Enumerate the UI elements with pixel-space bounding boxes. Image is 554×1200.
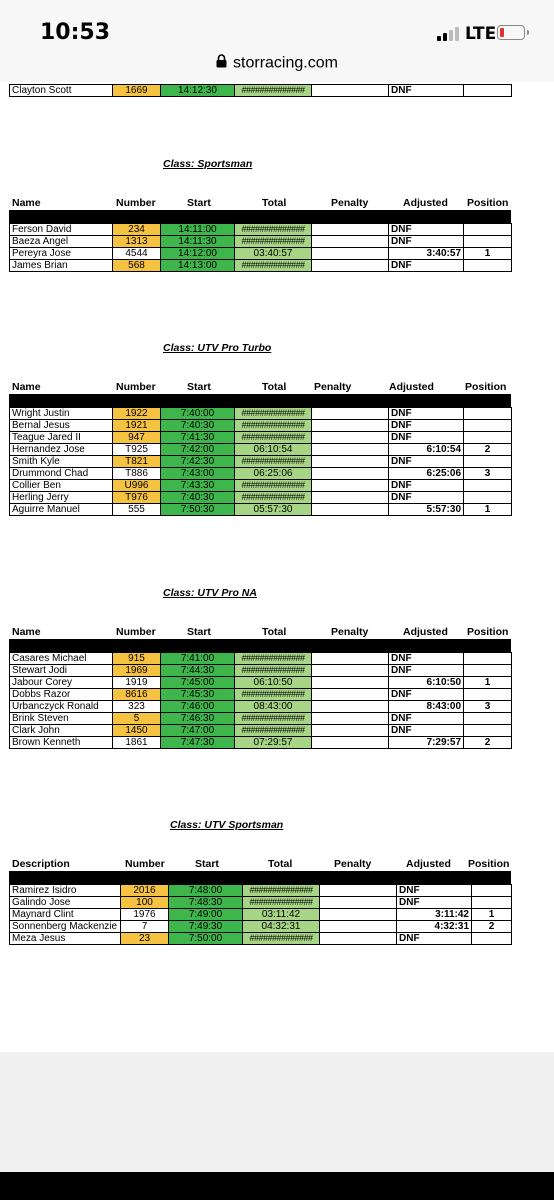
cell-number: 100 xyxy=(121,897,169,909)
cell-number: 23 xyxy=(121,933,169,945)
cell-adjusted: 4:32:31 xyxy=(397,921,472,933)
cell-position xyxy=(464,224,512,236)
cell-start: 7:45:30 xyxy=(161,689,235,701)
cell-start: 7:49:00 xyxy=(169,909,243,921)
cell-position: 3 xyxy=(464,468,512,480)
cell-total: ############## xyxy=(235,408,312,420)
cell-number: 1861 xyxy=(113,737,161,749)
battery-icon xyxy=(497,25,525,40)
cell-number: T821 xyxy=(113,456,161,468)
cell-number: 915 xyxy=(113,653,161,665)
cell-start: 14:12:00 xyxy=(161,248,235,260)
cell-name: Hernandez Jose xyxy=(10,444,113,456)
cell-total: 05:57:30 xyxy=(235,504,312,516)
table-row xyxy=(10,492,512,504)
cell-number: 1921 xyxy=(113,420,161,432)
col-name: Name xyxy=(12,626,41,638)
cell-number: 234 xyxy=(113,224,161,236)
cell-start: 14:13:00 xyxy=(161,260,235,272)
cell-position xyxy=(464,689,512,701)
cell-penalty xyxy=(320,897,397,909)
cell-name: Pereyra Jose xyxy=(10,248,113,260)
col-start: Start xyxy=(187,197,211,209)
results-table-sportsman xyxy=(9,223,512,272)
cell-penalty xyxy=(320,885,397,897)
cell-number: 568 xyxy=(113,260,161,272)
results-table-fragment xyxy=(9,84,512,97)
cell-number: 323 xyxy=(113,701,161,713)
cell-name: Drummond Chad xyxy=(10,468,113,480)
col-name: Name xyxy=(12,381,41,393)
cell-name: Maynard Clint xyxy=(10,909,121,921)
results-table-utv-sportsman xyxy=(9,884,512,945)
cell-name: Ramirez Isidro xyxy=(10,885,121,897)
table-row xyxy=(10,689,512,701)
cell-number: 1450 xyxy=(113,725,161,737)
cell-adjusted: 6:10:54 xyxy=(389,444,464,456)
cell-total: ############## xyxy=(235,653,312,665)
cell-penalty xyxy=(312,224,389,236)
cell-penalty xyxy=(312,432,389,444)
cell-number: 1969 xyxy=(113,665,161,677)
header-divider xyxy=(9,394,511,408)
table-row xyxy=(10,921,512,933)
cell-start: 14:11:30 xyxy=(161,236,235,248)
cell-total: ############## xyxy=(243,933,320,945)
col-number: Number xyxy=(116,626,156,638)
cell-adjusted: DNF xyxy=(389,713,464,725)
cell-total: ############## xyxy=(235,713,312,725)
cell-number: U996 xyxy=(113,480,161,492)
cell-total: ############## xyxy=(235,420,312,432)
table-row xyxy=(10,504,512,516)
cell-start: 7:50:00 xyxy=(169,933,243,945)
cell-adjusted: DNF xyxy=(389,85,464,97)
col-adjusted: Adjusted xyxy=(403,626,448,638)
cell-total: 06:25:06 xyxy=(235,468,312,480)
cell-number: 7 xyxy=(121,921,169,933)
cell-position xyxy=(464,456,512,468)
cell-start: 7:42:30 xyxy=(161,456,235,468)
home-indicator-bar xyxy=(0,1172,554,1200)
cell-position: 1 xyxy=(464,677,512,689)
cell-total: 06:10:50 xyxy=(235,677,312,689)
status-bar xyxy=(0,0,554,82)
header-divider xyxy=(9,210,511,224)
cell-start: 14:12:30 xyxy=(161,85,235,97)
cell-position: 2 xyxy=(464,737,512,749)
status-time: 10:53 xyxy=(40,20,111,45)
cell-total: 03:40:57 xyxy=(235,248,312,260)
cell-number: T976 xyxy=(113,492,161,504)
page-bottom xyxy=(0,1052,554,1172)
cell-name: Dobbs Razor xyxy=(10,689,113,701)
col-penalty: Penalty xyxy=(314,381,352,393)
cell-start: 7:42:00 xyxy=(161,444,235,456)
table-row xyxy=(10,420,512,432)
cell-position xyxy=(464,260,512,272)
cell-name: Clark John xyxy=(10,725,113,737)
cell-number: 8616 xyxy=(113,689,161,701)
cell-number: 1669 xyxy=(113,85,161,97)
cell-adjusted: DNF xyxy=(389,689,464,701)
table-row xyxy=(10,408,512,420)
col-total: Total xyxy=(262,626,287,638)
cell-penalty xyxy=(320,921,397,933)
results-document xyxy=(0,82,554,1052)
table-row xyxy=(10,444,512,456)
table-row xyxy=(10,432,512,444)
table-header xyxy=(9,197,511,209)
cell-start: 7:46:00 xyxy=(161,701,235,713)
cell-position xyxy=(472,897,512,909)
table-row xyxy=(10,677,512,689)
col-number: Number xyxy=(116,197,156,209)
cell-adjusted: DNF xyxy=(389,653,464,665)
cell-total: 07:29:57 xyxy=(235,737,312,749)
table-row xyxy=(10,224,512,236)
cell-adjusted: DNF xyxy=(397,933,472,945)
col-total: Total xyxy=(262,381,287,393)
lock-icon xyxy=(216,54,227,73)
cell-total: ############## xyxy=(243,885,320,897)
cell-name: Sonnenberg Mackenzie xyxy=(10,921,121,933)
cell-adjusted: 6:25:06 xyxy=(389,468,464,480)
cell-total: ############## xyxy=(235,432,312,444)
col-start: Start xyxy=(187,381,211,393)
results-table-utv-pro-na xyxy=(9,652,512,749)
cell-total: ############## xyxy=(235,665,312,677)
cell-number: 5 xyxy=(113,713,161,725)
cell-total: ############## xyxy=(235,492,312,504)
cell-start: 7:43:00 xyxy=(161,468,235,480)
cell-adjusted: DNF xyxy=(389,665,464,677)
cell-adjusted: 5:57:30 xyxy=(389,504,464,516)
cell-total: 06:10:54 xyxy=(235,444,312,456)
network-label: LTE xyxy=(465,24,497,44)
cell-position xyxy=(472,933,512,945)
cell-position: 2 xyxy=(464,444,512,456)
cell-start: 7:40:30 xyxy=(161,492,235,504)
cell-adjusted: DNF xyxy=(389,480,464,492)
col-adjusted: Adjusted xyxy=(406,858,451,870)
cell-position xyxy=(464,665,512,677)
cell-position xyxy=(464,480,512,492)
cell-penalty xyxy=(312,260,389,272)
cell-position: 2 xyxy=(472,921,512,933)
cell-penalty xyxy=(312,85,389,97)
cell-adjusted: DNF xyxy=(389,432,464,444)
url-text: storracing.com xyxy=(233,54,338,72)
cell-penalty xyxy=(312,480,389,492)
cell-penalty xyxy=(312,444,389,456)
cell-position xyxy=(464,85,512,97)
address-bar[interactable] xyxy=(0,54,554,73)
table-row xyxy=(10,933,512,945)
table-row xyxy=(10,468,512,480)
cell-adjusted: 8:43:00 xyxy=(389,701,464,713)
cell-penalty xyxy=(312,468,389,480)
cell-total: ############## xyxy=(235,236,312,248)
table-row xyxy=(10,909,512,921)
col-position: Position xyxy=(468,858,510,870)
col-total: Total xyxy=(262,197,287,209)
cell-name: Ferson David xyxy=(10,224,113,236)
cell-adjusted: DNF xyxy=(389,408,464,420)
col-number: Number xyxy=(116,381,156,393)
cell-adjusted: DNF xyxy=(389,224,464,236)
cell-adjusted: DNF xyxy=(397,885,472,897)
cell-position: 1 xyxy=(464,248,512,260)
cell-penalty xyxy=(312,737,389,749)
col-position: Position xyxy=(465,381,507,393)
cell-total: ############## xyxy=(243,897,320,909)
cell-penalty xyxy=(312,456,389,468)
cell-penalty xyxy=(312,701,389,713)
cell-start: 7:47:30 xyxy=(161,737,235,749)
cell-total: ############## xyxy=(235,725,312,737)
col-description: Description xyxy=(12,858,70,870)
cell-name: Baeza Angel xyxy=(10,236,113,248)
col-penalty: Penalty xyxy=(331,197,369,209)
cell-start: 7:46:30 xyxy=(161,713,235,725)
cell-name: Smith Kyle xyxy=(10,456,113,468)
col-penalty: Penalty xyxy=(331,626,369,638)
cell-adjusted: 6:10:50 xyxy=(389,677,464,689)
cell-name: James Brian xyxy=(10,260,113,272)
cell-total: ############## xyxy=(235,85,312,97)
cell-adjusted: DNF xyxy=(389,725,464,737)
col-number: Number xyxy=(125,858,165,870)
cell-name: Galindo Jose xyxy=(10,897,121,909)
cell-adjusted: DNF xyxy=(397,897,472,909)
cell-position xyxy=(464,432,512,444)
cell-position xyxy=(472,885,512,897)
cell-penalty xyxy=(312,677,389,689)
table-header xyxy=(9,626,511,638)
table-row xyxy=(10,885,512,897)
header-divider xyxy=(9,639,511,653)
cell-adjusted: DNF xyxy=(389,260,464,272)
cell-position: 1 xyxy=(464,504,512,516)
table-row xyxy=(10,737,512,749)
cell-name: Wright Justin xyxy=(10,408,113,420)
table-row xyxy=(10,701,512,713)
table-row xyxy=(10,480,512,492)
col-total: Total xyxy=(268,858,293,870)
cell-penalty xyxy=(312,713,389,725)
cell-penalty xyxy=(312,689,389,701)
cell-name: Collier Ben xyxy=(10,480,113,492)
col-penalty: Penalty xyxy=(334,858,372,870)
cell-penalty xyxy=(312,504,389,516)
cell-penalty xyxy=(312,665,389,677)
table-row xyxy=(10,897,512,909)
cell-number: T925 xyxy=(113,444,161,456)
header-divider xyxy=(9,871,511,885)
cell-position xyxy=(464,713,512,725)
cell-penalty xyxy=(312,236,389,248)
cell-total: 08:43:00 xyxy=(235,701,312,713)
col-start: Start xyxy=(187,626,211,638)
results-table-utv-pro-turbo xyxy=(9,407,512,516)
cell-name: Stewart Jodi xyxy=(10,665,113,677)
cell-adjusted: DNF xyxy=(389,492,464,504)
cell-number: 555 xyxy=(113,504,161,516)
cell-adjusted: DNF xyxy=(389,456,464,468)
table-row xyxy=(10,725,512,737)
col-position: Position xyxy=(467,197,509,209)
col-start: Start xyxy=(195,858,219,870)
cell-total: 03:11:42 xyxy=(243,909,320,921)
section-title: Class: UTV Pro NA xyxy=(163,587,257,599)
cell-name: Bernal Jesus xyxy=(10,420,113,432)
cell-name: Herling Jerry xyxy=(10,492,113,504)
table-row xyxy=(10,653,512,665)
table-row xyxy=(10,248,512,260)
table-row xyxy=(10,85,512,97)
cell-penalty xyxy=(312,420,389,432)
cell-penalty xyxy=(312,725,389,737)
cell-start: 7:45:00 xyxy=(161,677,235,689)
table-row xyxy=(10,236,512,248)
cell-start: 14:11:00 xyxy=(161,224,235,236)
cell-penalty xyxy=(312,653,389,665)
cell-position xyxy=(464,492,512,504)
cell-name: Meza Jesus xyxy=(10,933,121,945)
cell-position xyxy=(464,420,512,432)
cell-total: ############## xyxy=(235,224,312,236)
cell-start: 7:49:30 xyxy=(169,921,243,933)
cell-number: 1922 xyxy=(113,408,161,420)
table-header xyxy=(9,858,511,870)
cell-start: 7:50:30 xyxy=(161,504,235,516)
cell-total: ############## xyxy=(235,260,312,272)
cell-position xyxy=(464,408,512,420)
cell-start: 7:48:00 xyxy=(169,885,243,897)
table-header xyxy=(9,381,511,393)
cell-name: Teague Jared II xyxy=(10,432,113,444)
cell-position xyxy=(464,725,512,737)
section-title: Class: UTV Sportsman xyxy=(170,819,284,831)
cell-start: 7:40:00 xyxy=(161,408,235,420)
cell-name: Aguirre Manuel xyxy=(10,504,113,516)
col-adjusted: Adjusted xyxy=(389,381,434,393)
cell-start: 7:43:30 xyxy=(161,480,235,492)
cell-start: 7:40:30 xyxy=(161,420,235,432)
cell-position: 1 xyxy=(472,909,512,921)
cell-name: Jabour Corey xyxy=(10,677,113,689)
cell-adjusted: 3:11:42 xyxy=(397,909,472,921)
cell-total: ############## xyxy=(235,480,312,492)
cell-adjusted: DNF xyxy=(389,236,464,248)
cell-adjusted: 7:29:57 xyxy=(389,737,464,749)
cell-number: 4544 xyxy=(113,248,161,260)
table-row xyxy=(10,260,512,272)
table-row xyxy=(10,665,512,677)
col-adjusted: Adjusted xyxy=(403,197,448,209)
cell-start: 7:41:30 xyxy=(161,432,235,444)
section-title: Class: Sportsman xyxy=(163,158,253,170)
cell-start: 7:48:30 xyxy=(169,897,243,909)
cell-start: 7:47:00 xyxy=(161,725,235,737)
table-row xyxy=(10,456,512,468)
section-title: Class: UTV Pro Turbo xyxy=(163,342,272,354)
cell-adjusted: DNF xyxy=(389,420,464,432)
cell-start: 7:41:00 xyxy=(161,653,235,665)
cell-total: 04:32:31 xyxy=(243,921,320,933)
cell-position xyxy=(464,653,512,665)
cell-penalty xyxy=(320,909,397,921)
cell-name: Casares Michael xyxy=(10,653,113,665)
col-name: Name xyxy=(12,197,41,209)
cell-total: ############## xyxy=(235,456,312,468)
cell-adjusted: 3:40:57 xyxy=(389,248,464,260)
cell-name: Clayton Scott xyxy=(10,85,113,97)
cell-number: T886 xyxy=(113,468,161,480)
cell-number: 947 xyxy=(113,432,161,444)
cell-name: Urbanczyck Ronald xyxy=(10,701,113,713)
cell-penalty xyxy=(312,408,389,420)
table-row xyxy=(10,713,512,725)
cell-penalty xyxy=(312,248,389,260)
cell-name: Brink Steven xyxy=(10,713,113,725)
signal-icon xyxy=(437,27,461,41)
cell-penalty xyxy=(312,492,389,504)
cell-start: 7:44:30 xyxy=(161,665,235,677)
cell-name: Brown Kenneth xyxy=(10,737,113,749)
cell-position: 3 xyxy=(464,701,512,713)
cell-total: ############## xyxy=(235,689,312,701)
cell-penalty xyxy=(320,933,397,945)
cell-position xyxy=(464,236,512,248)
cell-number: 2016 xyxy=(121,885,169,897)
col-position: Position xyxy=(467,626,509,638)
cell-number: 1976 xyxy=(121,909,169,921)
cell-number: 1313 xyxy=(113,236,161,248)
cell-number: 1919 xyxy=(113,677,161,689)
